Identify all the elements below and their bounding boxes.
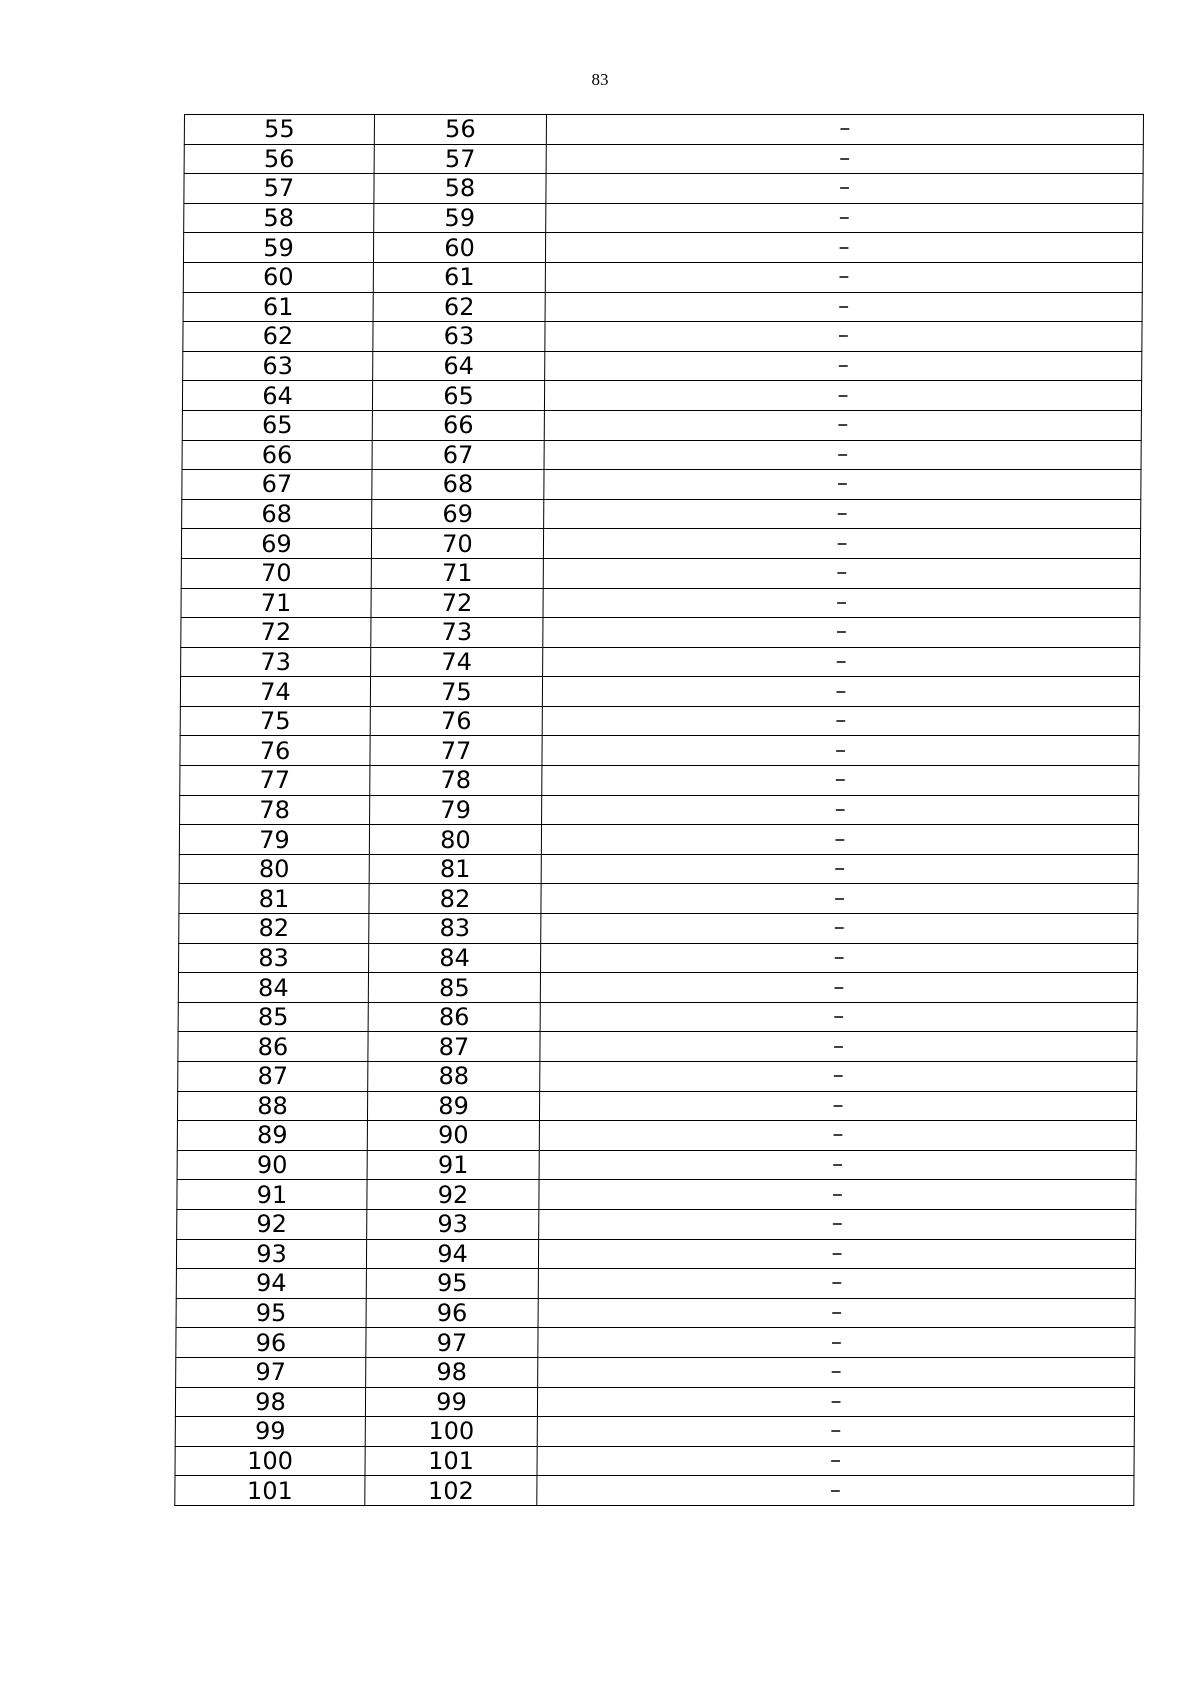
table-row: [178, 1002, 1137, 1032]
cell-to: 77: [370, 736, 542, 766]
cell-from: 62: [183, 322, 373, 352]
table-row: [181, 529, 1140, 559]
cell-from: 92: [177, 1209, 367, 1239]
cell-value: –: [537, 1446, 1134, 1476]
cell-to: 74: [371, 647, 543, 677]
cell-from: 95: [176, 1298, 366, 1328]
cell-value: –: [537, 1387, 1134, 1417]
cell-from: 97: [176, 1357, 366, 1387]
cell-from: 78: [180, 795, 370, 825]
table-row: [177, 1091, 1136, 1121]
cell-from: 65: [182, 410, 372, 440]
table-row: [184, 174, 1143, 204]
table-row: [182, 470, 1141, 500]
cell-from: 68: [182, 499, 372, 529]
cell-from: 71: [181, 588, 371, 618]
table-row: [181, 647, 1140, 677]
table-row: [181, 558, 1140, 588]
cell-value: –: [539, 1091, 1136, 1121]
cell-to: 58: [374, 174, 546, 204]
cell-value: –: [543, 588, 1140, 618]
table-row: [180, 677, 1139, 707]
table-row: [182, 499, 1141, 529]
cell-from: 86: [178, 1032, 368, 1062]
table-row: [183, 351, 1142, 381]
cell-to: 81: [369, 854, 541, 884]
table-row: [184, 203, 1143, 233]
cell-to: 66: [372, 410, 544, 440]
cell-value: –: [538, 1328, 1135, 1358]
cell-from: 93: [176, 1239, 366, 1269]
table-row: [175, 1417, 1134, 1447]
cell-to: 102: [365, 1476, 537, 1506]
cell-from: 56: [184, 144, 374, 174]
cell-value: –: [541, 914, 1138, 944]
cell-to: 100: [365, 1417, 537, 1447]
cell-to: 98: [366, 1357, 538, 1387]
cell-to: 91: [367, 1150, 539, 1180]
cell-from: 72: [181, 618, 371, 648]
cell-from: 82: [179, 914, 369, 944]
cell-to: 67: [372, 440, 544, 470]
cell-to: 79: [370, 795, 542, 825]
cell-value: –: [543, 618, 1140, 648]
table-row: [181, 618, 1140, 648]
table-row: [178, 1062, 1137, 1092]
cell-from: 73: [181, 647, 371, 677]
table-row: [176, 1357, 1135, 1387]
table-row: [180, 706, 1139, 736]
cell-to: 76: [370, 706, 542, 736]
cell-from: 69: [181, 529, 371, 559]
cell-to: 69: [372, 499, 544, 529]
cell-to: 96: [366, 1298, 538, 1328]
cell-value: –: [540, 1032, 1137, 1062]
cell-value: –: [542, 766, 1139, 796]
cell-to: 60: [373, 233, 545, 263]
table-row: [179, 825, 1138, 855]
cell-to: 78: [370, 766, 542, 796]
cell-to: 97: [366, 1328, 538, 1358]
table-row: [175, 1446, 1134, 1476]
cell-from: 90: [177, 1150, 367, 1180]
cell-from: 98: [175, 1387, 365, 1417]
cell-value: –: [540, 973, 1137, 1003]
table-row: [179, 884, 1138, 914]
cell-from: 79: [179, 825, 369, 855]
table-row: [179, 914, 1138, 944]
cell-value: –: [546, 174, 1143, 204]
cell-to: 71: [371, 558, 543, 588]
cell-to: 61: [373, 262, 545, 292]
cell-from: 57: [184, 174, 374, 204]
cell-from: 60: [183, 262, 373, 292]
cell-from: 81: [179, 884, 369, 914]
cell-from: 89: [177, 1121, 367, 1151]
cell-from: 87: [178, 1062, 368, 1092]
table-row: [177, 1150, 1136, 1180]
cell-from: 80: [179, 854, 369, 884]
cell-value: –: [538, 1357, 1135, 1387]
cell-value: –: [543, 647, 1140, 677]
table-body: [175, 115, 1144, 1506]
cell-value: –: [546, 144, 1143, 174]
cell-to: 57: [374, 144, 546, 174]
cell-value: –: [541, 884, 1138, 914]
cell-to: 82: [369, 884, 541, 914]
cell-value: –: [541, 854, 1138, 884]
table-row: [182, 410, 1141, 440]
cell-from: 76: [180, 736, 370, 766]
cell-to: 70: [371, 529, 543, 559]
cell-from: 74: [180, 677, 370, 707]
table-row: [180, 795, 1139, 825]
cell-from: 67: [182, 470, 372, 500]
cell-value: –: [538, 1298, 1135, 1328]
cell-to: 92: [367, 1180, 539, 1210]
cell-to: 83: [369, 914, 541, 944]
cell-from: 100: [175, 1446, 365, 1476]
table-row: [175, 1476, 1134, 1506]
table-row: [180, 736, 1139, 766]
cell-value: –: [539, 1180, 1136, 1210]
cell-value: –: [541, 825, 1138, 855]
cell-value: –: [540, 1002, 1137, 1032]
cell-to: 56: [374, 115, 546, 145]
cell-to: 88: [368, 1062, 540, 1092]
cell-value: –: [540, 1062, 1137, 1092]
cell-value: –: [541, 943, 1138, 973]
cell-from: 61: [183, 292, 373, 322]
cell-from: 66: [182, 440, 372, 470]
cell-value: –: [543, 529, 1140, 559]
cell-to: 101: [365, 1446, 537, 1476]
cell-value: –: [544, 381, 1141, 411]
cell-value: –: [537, 1417, 1134, 1447]
table-row: [184, 115, 1143, 145]
table-row: [177, 1121, 1136, 1151]
cell-to: 89: [367, 1091, 539, 1121]
cell-value: –: [544, 470, 1141, 500]
cell-value: –: [539, 1209, 1136, 1239]
cell-value: –: [545, 322, 1142, 352]
table-container: [174, 114, 1144, 1506]
cell-from: 58: [184, 203, 374, 233]
cell-value: –: [546, 203, 1143, 233]
cell-value: –: [542, 795, 1139, 825]
cell-from: 55: [184, 115, 374, 145]
table-row: [177, 1209, 1136, 1239]
table-row: [177, 1180, 1136, 1210]
cell-value: –: [542, 736, 1139, 766]
cell-to: 93: [367, 1209, 539, 1239]
table-row: [179, 854, 1138, 884]
cell-from: 99: [175, 1417, 365, 1447]
table-row: [179, 943, 1138, 973]
table-row: [183, 322, 1142, 352]
cell-from: 85: [178, 1002, 368, 1032]
cell-value: –: [545, 233, 1142, 263]
cell-value: –: [545, 262, 1142, 292]
cell-to: 87: [368, 1032, 540, 1062]
table-row: [180, 766, 1139, 796]
cell-value: –: [539, 1121, 1136, 1151]
cell-value: –: [539, 1150, 1136, 1180]
cell-value: –: [542, 677, 1139, 707]
cell-to: 64: [373, 351, 545, 381]
cell-from: 96: [176, 1328, 366, 1358]
cell-to: 85: [368, 973, 540, 1003]
cell-from: 59: [183, 233, 373, 263]
cell-value: –: [538, 1239, 1135, 1269]
table-row: [176, 1328, 1135, 1358]
cell-from: 64: [182, 381, 372, 411]
table-row: [182, 381, 1141, 411]
cell-value: –: [545, 351, 1142, 381]
cell-value: –: [542, 706, 1139, 736]
cell-from: 83: [179, 943, 369, 973]
table-row: [176, 1298, 1135, 1328]
cell-value: –: [538, 1269, 1135, 1299]
cell-value: –: [546, 115, 1143, 145]
cell-to: 86: [368, 1002, 540, 1032]
cell-from: 84: [178, 973, 368, 1003]
cell-to: 75: [370, 677, 542, 707]
cell-to: 99: [365, 1387, 537, 1417]
cell-from: 101: [175, 1476, 365, 1506]
cell-value: –: [544, 410, 1141, 440]
table-row: [183, 292, 1142, 322]
cell-to: 94: [366, 1239, 538, 1269]
cell-from: 63: [183, 351, 373, 381]
table-row: [181, 588, 1140, 618]
cell-to: 95: [366, 1269, 538, 1299]
cell-to: 62: [373, 292, 545, 322]
table-row: [178, 973, 1137, 1003]
table-row: [175, 1387, 1134, 1417]
cell-value: –: [544, 440, 1141, 470]
cell-value: –: [537, 1476, 1134, 1506]
cell-from: 91: [177, 1180, 367, 1210]
cell-value: –: [545, 292, 1142, 322]
table-row: [176, 1239, 1135, 1269]
table-row: [182, 440, 1141, 470]
cell-value: –: [544, 499, 1141, 529]
cell-to: 59: [374, 203, 546, 233]
cell-from: 75: [180, 706, 370, 736]
table-row: [184, 144, 1143, 174]
cell-to: 73: [371, 618, 543, 648]
cell-to: 72: [371, 588, 543, 618]
cell-to: 90: [367, 1121, 539, 1151]
table-row: [183, 262, 1142, 292]
cell-from: 88: [177, 1091, 367, 1121]
table-row: [183, 233, 1142, 263]
cell-to: 65: [372, 381, 544, 411]
cell-to: 80: [369, 825, 541, 855]
cell-to: 68: [372, 470, 544, 500]
cell-to: 84: [369, 943, 541, 973]
cell-from: 77: [180, 766, 370, 796]
table-row: [178, 1032, 1137, 1062]
cell-from: 94: [176, 1269, 366, 1299]
data-table: [174, 114, 1144, 1506]
page-number: 83: [591, 70, 609, 89]
cell-value: –: [543, 558, 1140, 588]
cell-from: 70: [181, 558, 371, 588]
table-row: [176, 1269, 1135, 1299]
cell-to: 63: [373, 322, 545, 352]
